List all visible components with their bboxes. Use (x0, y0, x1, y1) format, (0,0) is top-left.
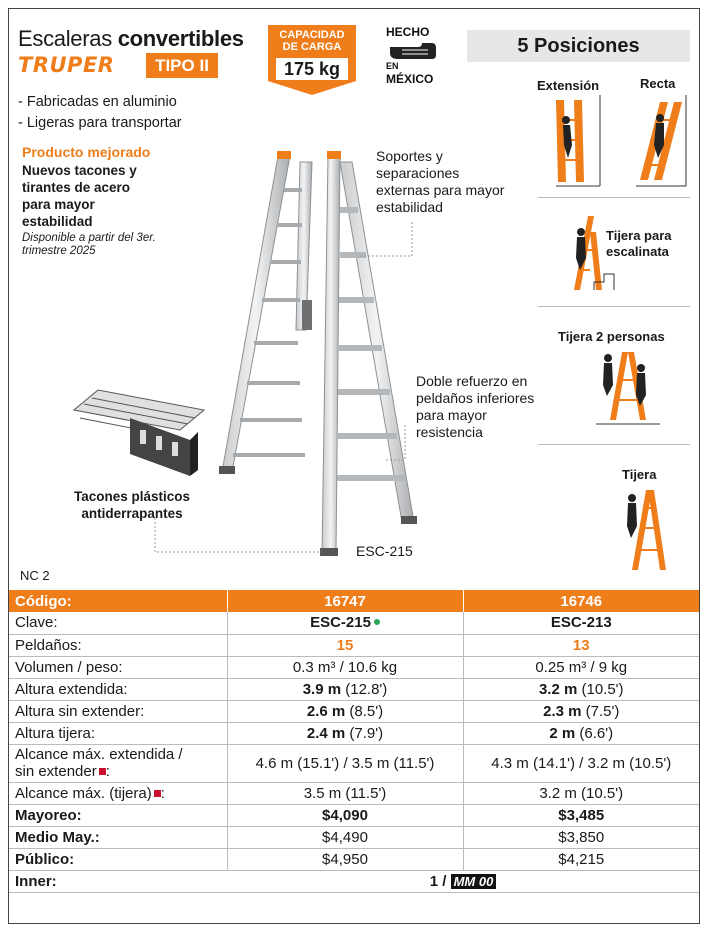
row-label: Altura extendida: (9, 678, 227, 700)
table-row (9, 826, 699, 848)
row-label: Altura tijera: (9, 722, 227, 744)
clave-col1: ESC-215 (227, 612, 463, 634)
row-label: Peldaños: (9, 634, 227, 656)
row-label: Altura sin extender: (9, 700, 227, 722)
position-scissor-icon (627, 490, 666, 570)
position-stairs-label: Tijera para escalinata (606, 228, 672, 259)
positions-divider (538, 306, 690, 307)
peldanos-col2: 13 (463, 634, 699, 656)
red-marker-icon (154, 790, 161, 797)
alt-ext-col2: 3.2 m (10.5') (463, 678, 699, 700)
table-row (9, 678, 699, 700)
table-row (9, 634, 699, 656)
row-label: Inner: (9, 870, 227, 892)
table-row (9, 848, 699, 870)
green-dot-icon (374, 619, 380, 625)
feet-callout: Tacones plásticos antiderrapantes (73, 489, 191, 521)
row-label: Volumen / peso: (9, 656, 227, 678)
available-note: Disponible a partir del 3er. trimestre 2025 (22, 232, 156, 257)
position-straight-label: Recta (640, 76, 676, 91)
alc-ext-col1: 4.6 m (15.1') / 3.5 m (11.5') (227, 744, 463, 782)
alc-ext-col2: 4.3 m (14.1') / 3.2 m (10.5') (463, 744, 699, 782)
row-label: Alcance máx. extendida / sin extender : (9, 744, 227, 782)
table-row (9, 590, 699, 612)
reinforcement-callout: Doble refuerzo en peldaños inferiores para mayor resistencia (416, 373, 535, 440)
hecho-en-mexico-seal: HECHO EN MÉXICO (386, 25, 442, 93)
code-col1: 16747 (227, 590, 463, 612)
table-row (9, 722, 699, 744)
supports-callout: Soportes y separaciones externas para mayor estabilidad (376, 148, 505, 215)
product-title: Escaleras convertibles (18, 26, 244, 51)
alt-sin-col2: 2.3 m (7.5') (463, 700, 699, 722)
brand-logo: TRUPER (18, 53, 115, 77)
row-label: Mayoreo: (9, 804, 227, 826)
table-row (9, 870, 699, 892)
improved-title: Producto mejorado (22, 144, 151, 160)
table-row (9, 744, 699, 782)
positions-title: 5 Posiciones (467, 30, 690, 62)
medio-col2: $3,850 (463, 826, 699, 848)
publico-col1: $4,950 (227, 848, 463, 870)
volumen-col1: 0.3 m³ / 10.6 kg (227, 656, 463, 678)
table-row (9, 804, 699, 826)
position-extension-icon (556, 95, 600, 186)
tipo-badge: TIPO II (146, 53, 218, 78)
alt-sin-col1: 2.6 m (8.5') (227, 700, 463, 722)
volumen-col2: 0.25 m³ / 9 kg (463, 656, 699, 678)
position-two-people-icon (596, 352, 660, 424)
row-label: Alcance máx. (tijera) : (9, 782, 227, 804)
position-straight-icon (636, 95, 686, 186)
table-row (9, 700, 699, 722)
feet-detail-image (74, 390, 204, 476)
position-extension-label: Extensión (537, 78, 600, 93)
table-row (9, 612, 699, 634)
peldanos-col1: 15 (227, 634, 463, 656)
inner-value: 1 / MM 00 (227, 870, 699, 892)
improved-text: Nuevos tacones y tirantes de acero para mayor estabilidad (22, 163, 137, 229)
alt-tij-col1: 2.4 m (7.9') (227, 722, 463, 744)
red-marker-icon (99, 768, 106, 775)
capacity-badge: CAPACIDAD DE CARGA 175 kg (268, 25, 356, 95)
feature-bullets: - Fabricadas en aluminio - Ligeras para transportar (18, 94, 182, 131)
position-scissor-label: Tijera (622, 467, 657, 482)
mayoreo-col1: $4,090 (227, 804, 463, 826)
row-label: Código: (9, 590, 227, 612)
table-row (9, 782, 699, 804)
model-label: ESC-215 (356, 543, 413, 559)
row-label: Clave: (9, 612, 227, 634)
table-row (9, 656, 699, 678)
code-col2: 16746 (463, 590, 699, 612)
alc-tij-col2: 3.2 m (10.5') (463, 782, 699, 804)
alc-tij-col1: 3.5 m (11.5') (227, 782, 463, 804)
publico-col2: $4,215 (463, 848, 699, 870)
position-two-people-label: Tijera 2 personas (558, 329, 665, 344)
positions-divider (538, 197, 690, 198)
row-label: Público: (9, 848, 227, 870)
clave-col2: ESC-213 (463, 612, 699, 634)
spec-table (9, 590, 699, 893)
alt-tij-col2: 2 m (6.6') (463, 722, 699, 744)
row-label: Medio May.: (9, 826, 227, 848)
alt-ext-col1: 3.9 m (12.8') (227, 678, 463, 700)
mayoreo-col2: $3,485 (463, 804, 699, 826)
medio-col1: $4,490 (227, 826, 463, 848)
positions-divider (538, 444, 690, 445)
nc-label: NC 2 (20, 568, 50, 583)
